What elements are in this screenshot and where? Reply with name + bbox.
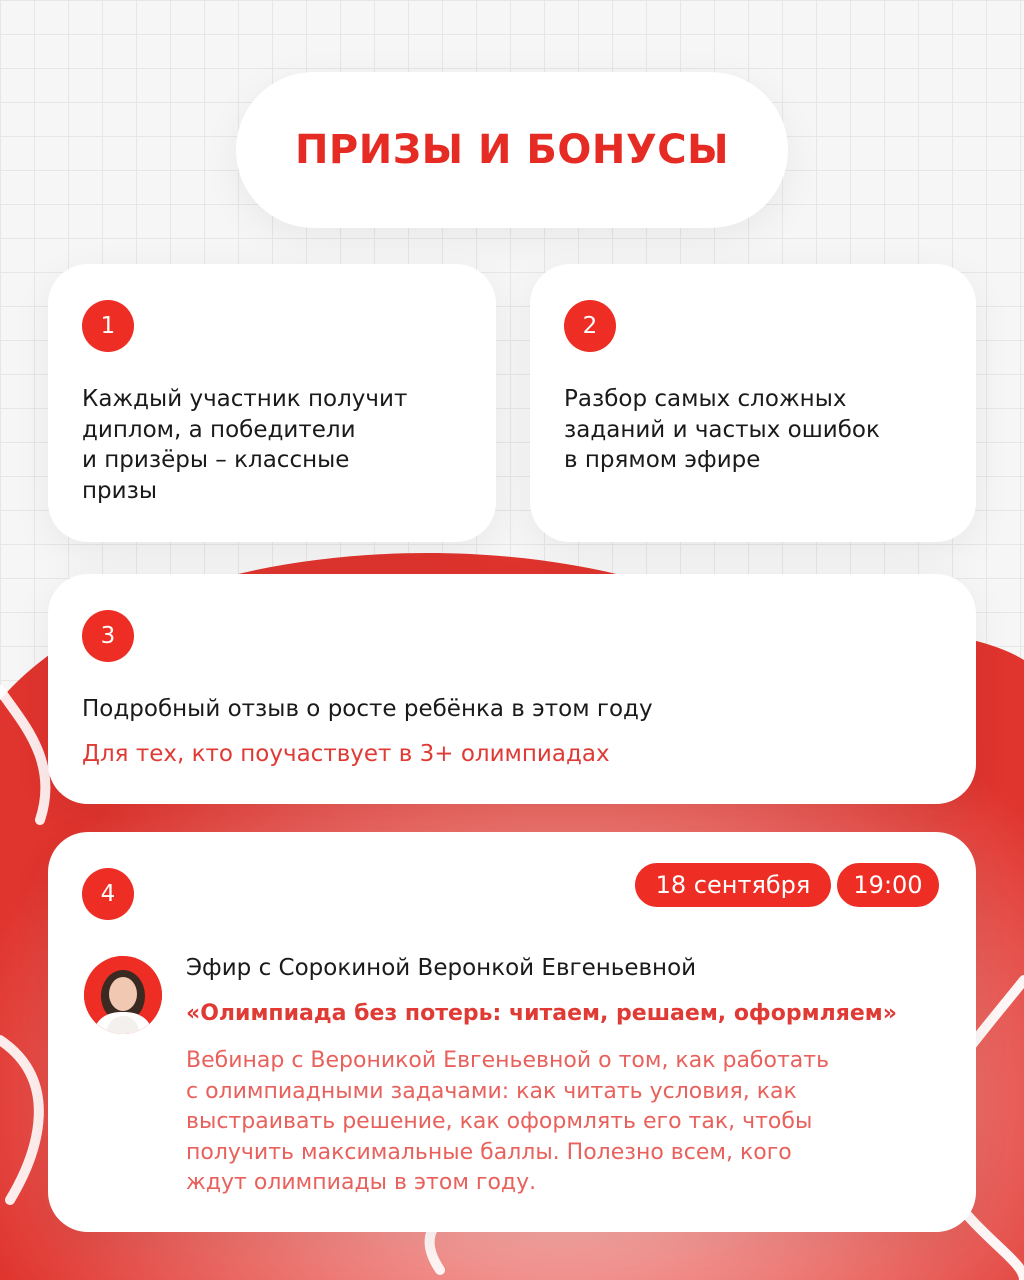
number-badge: 3 (82, 610, 134, 662)
event-topic: «Олимпиада без потерь: читаем, решаем, оформляем» (186, 1001, 897, 1026)
speaker-avatar-icon (84, 956, 162, 1034)
time-pill: 19:00 (834, 860, 942, 910)
number-badge: 2 (564, 300, 616, 352)
event-description: Вебинар с Вероникой Евгеньевной о том, как работать с олимпиадными задачами: как читать условия, как выстраивать решение, как оформлять его так, чтобы получить максимальные баллы. Полезно всем, кого ждут олимпиады в этом году. (186, 1048, 830, 1195)
bonus-card-1 (48, 264, 496, 542)
event-heading: Эфир с Сорокиной Веронкой Евгеньевной (186, 955, 697, 981)
title-card (236, 72, 788, 228)
bonus-text: Подробный отзыв о росте ребёнка в этом году (82, 696, 653, 722)
number-badge: 1 (82, 300, 134, 352)
bonus-note: Для тех, кто поучаствует в 3+ олимпиадах (82, 741, 610, 767)
number-badge: 4 (82, 868, 134, 920)
bonus-card-2 (530, 264, 976, 542)
bonus-card-3 (48, 574, 976, 804)
bonus-text: Разбор самых сложных заданий и частых ошибок в прямом эфире (564, 386, 880, 473)
bonus-card-4 (48, 832, 976, 1232)
bonus-text: Каждый участник получит диплом, а победители и призёры – классные призы (82, 386, 408, 504)
date-pill: 18 сентября (632, 860, 834, 910)
page-title: ПРИЗЫ И БОНУСЫ (294, 127, 730, 173)
